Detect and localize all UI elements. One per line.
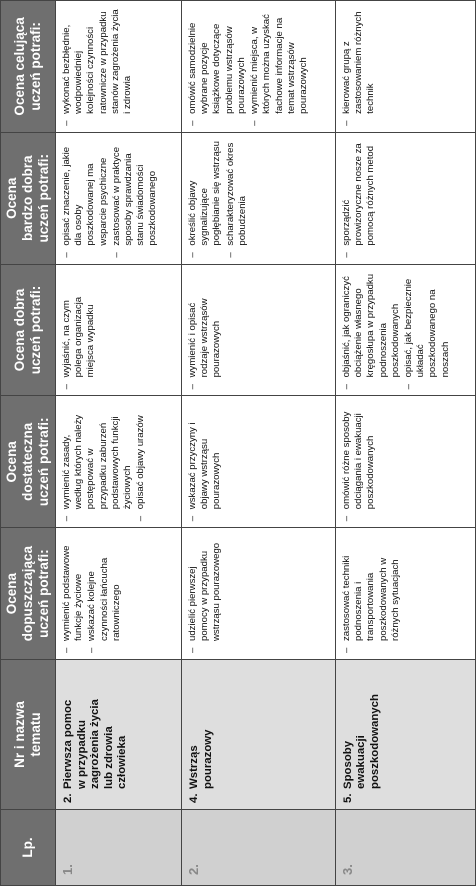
table-row: [56, 1, 182, 886]
header-topic-line: tematu: [28, 712, 43, 757]
grade-cell-dobra: [335, 264, 475, 396]
header-line: bardzo dobra: [20, 155, 35, 241]
criterion-item: – zastosować techniki podnoszenia i transportowania poszkodowanych w różnych sytuacjach: [341, 534, 402, 653]
criterion-item: – wymienić i opisać rodzaje wstrząsów pourazowych: [187, 271, 224, 390]
header-topic-line: Nr i nazwa: [12, 701, 27, 768]
table-row: [182, 1, 336, 886]
criterion-item: – kierować grupą z zastosowaniem różnych technik: [341, 7, 378, 126]
row-number: 2.: [182, 810, 336, 886]
grade-cell-celujaca: [182, 1, 336, 133]
topic-cell: [56, 660, 182, 810]
header-line: Ocena: [4, 441, 19, 483]
criterion-item: – objaśnić, jak ograniczyć obciążenie własnego kręgosłupa w przypadku podnoszenia poszkodowanych: [341, 271, 402, 390]
row-number: 1.: [56, 810, 182, 886]
header-grade-bardzo-dobra: [1, 132, 56, 264]
grade-cell-dopuszczajaca: [182, 528, 336, 660]
header-line: uczeń potrafi:: [28, 285, 43, 375]
topic-text: Sposoby: [341, 740, 354, 789]
grade-cell-dostateczna: [56, 396, 182, 528]
header-grade-dobra: [1, 264, 56, 396]
criterion-item: – wymienić miejsca, w których można uzyskać fachowe informacje na temat wstrząsów pourazowych: [249, 7, 310, 126]
topic-line: poszkodowanych: [368, 694, 381, 789]
header-line: uczeń potrafi:: [36, 549, 51, 638]
criterion-item: – zastosować w praktyce sposoby sprawdzania stanu świadomości poszkodowanego: [111, 139, 160, 258]
row-number: 3.: [335, 810, 475, 886]
topic-cell: [182, 660, 336, 810]
criterion-item: – określić objawy sygnalizujące pogłębianie się wstrząsu: [187, 139, 224, 258]
header-line: Ocena: [4, 177, 19, 219]
criterion-item: – sporządzić prowizoryczne nosze za pomocą różnych metod: [341, 139, 378, 258]
criterion-item: – opisać, jak bezpiecznie układać poszkodowanego na noszach: [403, 271, 452, 390]
header-line: Ocena dobra: [12, 288, 27, 372]
criterion-item: – udzielić pierwszej pomocy w przypadku wstrząsu pourazowego: [187, 534, 224, 653]
topic-line: lub zdrowia: [102, 726, 115, 789]
grade-cell-dostateczna: [182, 396, 336, 528]
grade-cell-dopuszczajaca: [335, 528, 475, 660]
header-line: dostateczna: [20, 422, 35, 501]
table-row: [335, 1, 475, 886]
topic-line: w przypadku: [75, 720, 88, 789]
topic-number: 2.: [62, 793, 74, 803]
header-lp: Lp.: [1, 810, 56, 886]
header-grade-dostateczna: [1, 396, 56, 528]
header-topic: [1, 660, 56, 810]
topic-line: [62, 666, 76, 803]
topic-text: Pierwsza pomoc: [62, 699, 74, 789]
grade-cell-celujaca: [56, 1, 182, 133]
grade-cell-celujaca: [335, 1, 475, 133]
criterion-item: – omówić różne sposoby odciągania i ewakuacji poszkodowanych: [341, 402, 378, 521]
topic-line: pourazowy: [201, 729, 214, 789]
header-grade-celujaca: [1, 1, 56, 133]
criterion-item: – wyjaśnić, na czym polega organizacja miejsca wypadku: [61, 271, 98, 390]
header-grade-dopuszczajaca: [1, 528, 56, 660]
grade-cell-bardzo-dobra: [182, 132, 336, 264]
grade-cell-bardzo-dobra: [56, 132, 182, 264]
criterion-item: – wskazać przyczyny i objawy wstrząsu pourazowych: [187, 402, 224, 521]
criterion-item: – opisać objawy urazów: [135, 402, 147, 521]
topic-line: człowieka: [116, 735, 128, 789]
grade-cell-dobra: [182, 264, 336, 396]
grade-cell-dopuszczajaca: [56, 528, 182, 660]
criterion-item: – wykonać bezbłędnie, wodpowiedniej kolejności czynności ratownicze w przypadku stanów zagrożenia życia i zdrowia: [61, 7, 134, 126]
header-line: Ocena: [4, 572, 19, 615]
topic-number: 4.: [188, 793, 201, 803]
header-line: uczeń potrafi:: [28, 22, 43, 111]
header-line: uczeń potrafi:: [36, 153, 51, 243]
header-line: dopuszczająca: [20, 545, 35, 642]
grade-cell-bardzo-dobra: [335, 132, 475, 264]
topic-line: zagrożenia życia: [89, 699, 101, 789]
criterion-item: – scharakteryzować okres pobudzenia: [225, 139, 249, 258]
header-line: uczeń potrafi:: [36, 417, 51, 507]
criterion-item: – wymienić zasady, według których należy postępować w przypadku zaburzeń podstawowych funkcji życiowych: [61, 402, 134, 521]
header-row: [1, 1, 56, 886]
criterion-item: – opisać znaczenie, jakie dla osoby poszkodowanej ma wsparcie psychiczne: [61, 139, 110, 258]
header-line: Ocena celująca: [12, 17, 27, 116]
topic-line: [342, 666, 356, 803]
criterion-item: – omówić samodzielnie wybrane pozycje książkowe dotyczące problemu wstrząsów pourazowych: [187, 7, 248, 126]
topic-line: [188, 666, 202, 803]
grade-cell-dostateczna: [335, 396, 475, 528]
grade-cell-dobra: [56, 264, 182, 396]
criterion-item: – wskazać kolejne czynności łańcucha ratowniczego: [86, 534, 123, 653]
topic-line: ewakuacji: [355, 735, 368, 789]
topic-cell: [335, 660, 475, 810]
topic-text: Wstrząs: [188, 745, 201, 789]
criterion-item: – wymienić podstawowe funkcje życiowe: [61, 534, 85, 653]
topic-number: 5.: [341, 793, 354, 803]
